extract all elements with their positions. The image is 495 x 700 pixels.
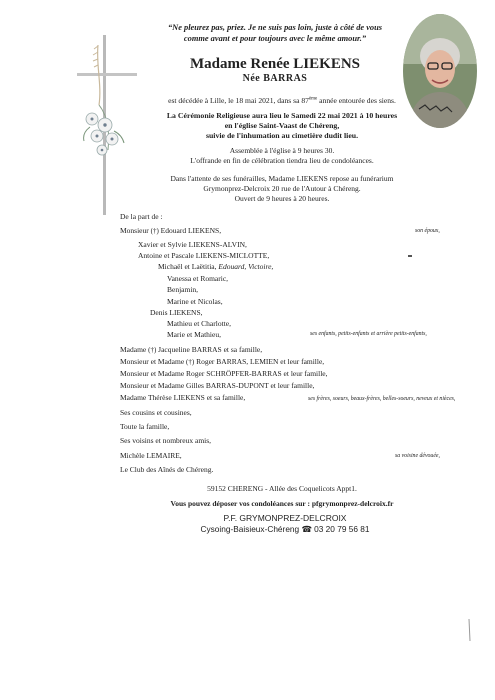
speck bbox=[408, 255, 412, 257]
family-line: Mathieu et Charlotte, bbox=[167, 319, 231, 328]
death-notice-sup: ème bbox=[308, 96, 318, 102]
deceased-name: Madame Renée LIEKENS bbox=[190, 56, 360, 72]
sibling-line: Monsieur et Madame Gilles BARRAS-DUPONT et leur famille, bbox=[120, 381, 315, 390]
sibling-prefix: Madame bbox=[120, 345, 147, 354]
husband-name: Edouard LIEKENS, bbox=[160, 226, 222, 235]
birth-name: Née BARRAS bbox=[242, 73, 308, 84]
rest-line: Dans l'attente de ses funérailles, Madame LIEKENS repose au funérarium bbox=[170, 174, 394, 183]
funeral-home-place: Cysoing-Baisieux-Chéreng bbox=[200, 524, 300, 534]
club-line: Le Club des Aînés de Chéreng. bbox=[120, 465, 214, 474]
sibling-rest: Roger BARRAS, LEMIEN et leur famille, bbox=[196, 357, 325, 366]
assembly-line: L'offrande en fin de célébration tiendra lieu de condoléances. bbox=[190, 156, 374, 165]
condolences-text: Vous pouvez déposer vos condoléances sur : pfgrymonprez-delcroix.fr bbox=[170, 499, 394, 508]
sibling-line: Madame Thérèse LIEKENS et sa famille, bbox=[120, 393, 246, 402]
phone-icon: ☎ bbox=[301, 524, 312, 534]
quote-line-2: comme avant et pour toujours avec le même amour.” bbox=[183, 34, 367, 43]
assembly-block bbox=[132, 146, 432, 166]
address: 59152 CHERENG - Allée des Coquelicots Appt1. bbox=[207, 484, 357, 493]
funeral-home-phone: 03 20 79 56 81 bbox=[314, 524, 370, 534]
family-line: Vanessa et Romaric, bbox=[167, 274, 229, 283]
sibling-rest: Jacqueline BARRAS et sa famille, bbox=[158, 345, 263, 354]
michael-text: Michaël et Laëtitia, bbox=[158, 262, 219, 271]
michael-kids: Edouard, Victoire, bbox=[218, 262, 274, 271]
death-notice bbox=[132, 96, 432, 105]
rest-line: Ouvert de 9 heures à 20 heures. bbox=[234, 194, 330, 203]
quote-line-1: “Ne pleurez pas, priez. Je ne suis pas loin, juste à côté de vous bbox=[167, 23, 383, 32]
neighbour-name: Michèle LEMAIRE, bbox=[120, 451, 182, 460]
family-line: Benjamin, bbox=[167, 285, 199, 294]
cross-symbol-icon: (†) bbox=[186, 358, 195, 366]
family-line: Denis LIEKENS, bbox=[150, 308, 203, 317]
family-intro: De la part de : bbox=[120, 212, 163, 221]
others-line: Ses cousins et cousines, bbox=[120, 408, 192, 417]
others-line: Ses voisins et nombreux amis, bbox=[120, 436, 212, 445]
family-line: Marie et Mathieu, bbox=[167, 330, 221, 339]
family-line: Xavier et Sylvie LIEKENS-ALVIN, bbox=[138, 240, 247, 249]
assembly-line: Assemblée à l'église à 9 heures 30. bbox=[229, 146, 335, 155]
ceremony-block bbox=[132, 111, 432, 141]
cross-symbol-icon: (†) bbox=[148, 346, 157, 354]
cross-symbol-icon: (†) bbox=[150, 227, 159, 235]
sibling-line bbox=[120, 357, 324, 367]
husband-line bbox=[120, 226, 221, 236]
family-line bbox=[158, 262, 273, 272]
husband-prefix: Monsieur bbox=[120, 226, 149, 235]
quote bbox=[150, 22, 400, 44]
husband-role: son époux, bbox=[415, 228, 440, 234]
sibling-line bbox=[120, 345, 262, 355]
death-notice-end: année entourée des siens. bbox=[317, 96, 396, 105]
ceremony-line: La Cérémonie Religieuse aura lieu le Samedi 22 mai 2021 à 10 heures bbox=[166, 111, 398, 120]
sibling-prefix: Monsieur et Madame bbox=[120, 357, 185, 366]
sibling-line: Monsieur et Madame Roger SCHRÖPFER-BARRAS et leur famille, bbox=[120, 369, 328, 378]
neighbour-role: sa voisine dévouée, bbox=[395, 453, 440, 459]
siblings-role: ses frères, soeurs, beaux-frères, belles-soeurs, neveux et nièces, bbox=[308, 396, 456, 402]
funeral-home-name: P.F. GRYMONPREZ-DELCROIX bbox=[223, 513, 347, 523]
funeral-home-contact bbox=[150, 524, 420, 534]
children-role: ses enfants, petits-enfants et arrière petits-enfants, bbox=[310, 331, 427, 337]
rest-block bbox=[132, 174, 432, 204]
family-line: Marine et Nicolas, bbox=[167, 297, 223, 306]
family-line: Antoine et Pascale LIEKENS-MICLOTTE, bbox=[138, 251, 270, 260]
others-line: Toute la famille, bbox=[120, 422, 170, 431]
ceremony-line: suivie de l'inhumation au cimetière dudit lieu. bbox=[205, 131, 359, 140]
margin-mark bbox=[467, 619, 472, 641]
death-notice-text: est décédée à Lille, le 18 mai 2021, dans sa 87 bbox=[168, 96, 309, 105]
rest-line: Grymonprez-Delcroix 20 rue de l'Autour à Chéreng. bbox=[203, 184, 361, 193]
ceremony-line: en l'église Saint-Vaast de Chéreng, bbox=[224, 121, 340, 130]
